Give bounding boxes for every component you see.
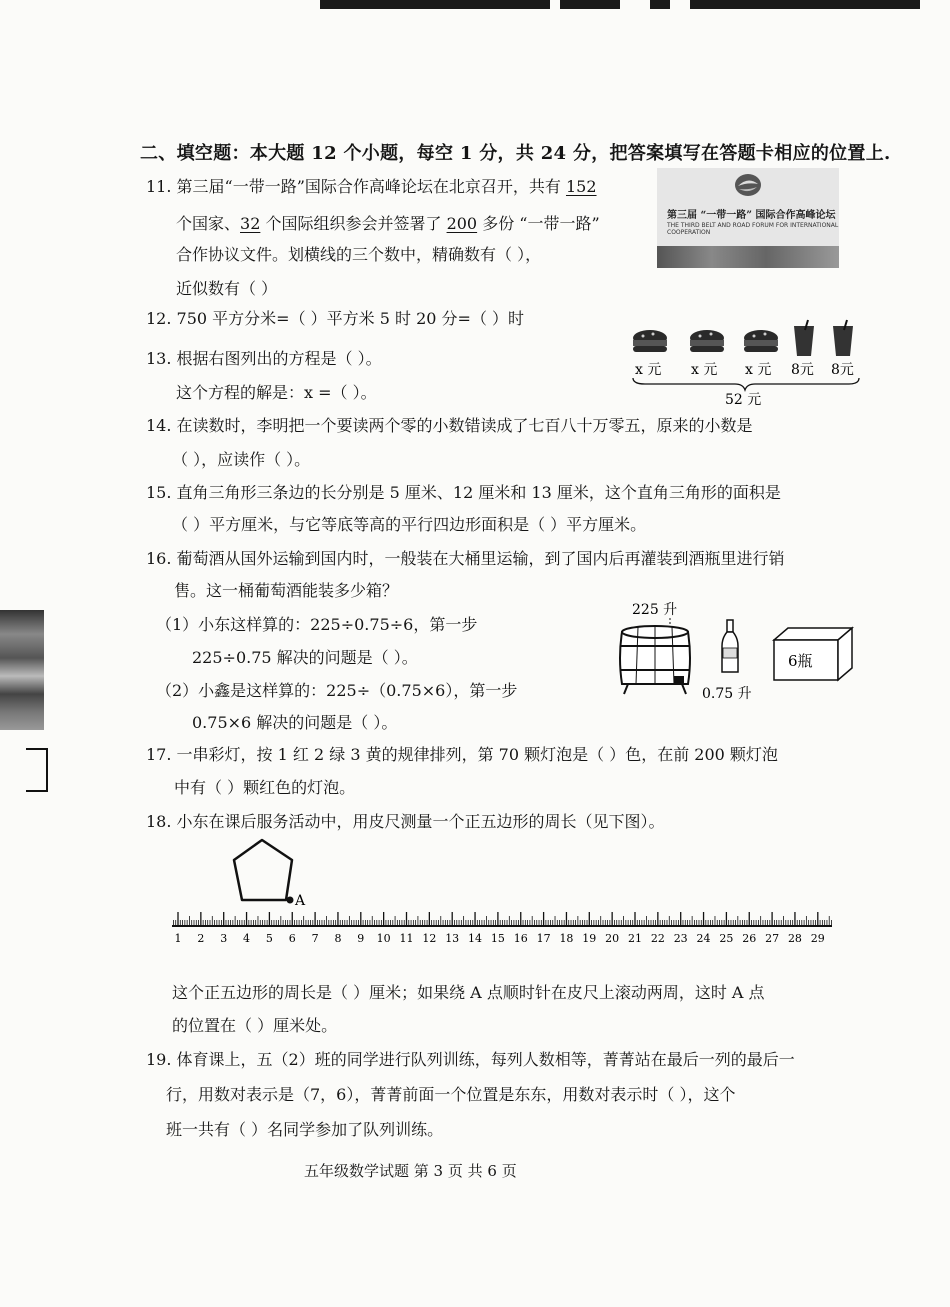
- ruler-number: 1: [174, 932, 182, 945]
- number-200: 200: [446, 214, 478, 233]
- question-18-line-3: 的位置在（ ）厘米处。: [172, 1016, 338, 1035]
- q13-figure: [625, 318, 870, 408]
- scan-side-bracket: [26, 748, 48, 792]
- ruler-number: 3: [220, 932, 228, 945]
- question-17-line-1: 17. 一串彩灯，按 1 红 2 绿 3 黄的规律排列，第 70 颗灯泡是（ ）色，在前 200 颗灯泡: [146, 745, 778, 764]
- question-12: 12. 750 平方分米=（ ）平方米 5 时 20 分=（ ）时: [146, 309, 525, 328]
- number-32: 32: [240, 214, 261, 233]
- ruler-number: 14: [468, 932, 483, 945]
- question-14-line-1: 14. 在读数时，李明把一个要读两个零的小数错读成了七百八十万零五，原来的小数是: [146, 416, 753, 435]
- question-16-line-1: 16. 葡萄酒从国外运输到国内时，一般装在大桶里运输，到了国内后再灌装到酒瓶里进行销: [146, 549, 785, 568]
- forum-photo-title: 第三届 “一带一路” 国际合作高峰论坛: [667, 210, 836, 221]
- total-label: 52 元: [725, 392, 762, 408]
- scan-side-artifact: [0, 610, 44, 730]
- barrel-label: 225 升: [632, 602, 678, 618]
- question-15-line-2: （ ）平方厘米，与它等底等高的平行四边形面积是（ ）平方厘米。: [172, 515, 647, 534]
- ruler-number: 26: [742, 932, 757, 945]
- burger-icon: [744, 330, 778, 352]
- question-11-line-3: 合作协议文件。划横线的三个数中，精确数有（ ），: [176, 245, 542, 264]
- q16-figure: [610, 596, 860, 706]
- tape-measure-ruler: [168, 898, 838, 950]
- question-19-line-2: 行，用数对表示是（7，6），菁菁前面一个位置是东东，用数对表示时（ ），这个: [166, 1085, 736, 1104]
- ruler-number: 6: [288, 932, 296, 945]
- section-title: 二、填空题：本大题 12 个小题，每空 1 分，共 24 分，把答案填写在答题卡相应的位置上.: [140, 143, 891, 164]
- price-label: 8元: [791, 362, 814, 378]
- ruler-number: 12: [422, 932, 437, 945]
- question-11-line-1: 11. 第三届“一带一路”国际合作高峰论坛在北京召开，共有 152: [146, 177, 597, 196]
- question-16-part-1-line-1: （1）小东这样算的：225÷0.75÷6，第一步: [156, 615, 478, 634]
- question-16-line-2: 售。这一桶葡萄酒能装多少箱？: [174, 581, 399, 600]
- ruler-number: 16: [513, 932, 528, 945]
- ruler-number: 17: [536, 932, 551, 945]
- bottle-label: 0.75 升: [702, 686, 752, 702]
- ruler-number: 27: [765, 932, 780, 945]
- drink-cup-icon: [794, 320, 814, 356]
- ruler-number: 22: [650, 932, 665, 945]
- burger-icon: [690, 330, 724, 352]
- ruler-number: 15: [490, 932, 505, 945]
- ruler-number: 29: [810, 932, 825, 945]
- point-a-label: A: [295, 893, 306, 908]
- ruler-number: 9: [357, 932, 365, 945]
- forum-photo-subtitle: THE THIRD BELT AND ROAD FORUM FOR INTERNATIONAL COOPERATION: [667, 222, 839, 236]
- question-16-part-2-line-1: （2）小鑫是这样算的：225÷（0.75×6），第一步: [156, 681, 518, 700]
- ruler-number: 5: [265, 932, 273, 945]
- question-19-line-3: 班一共有（ ）名同学参加了队列训练。: [166, 1120, 444, 1139]
- scan-edge-artifact: [300, 0, 920, 10]
- question-11-line-2: 个国家、32 个国际组织参会并签署了 200 多份 “一带一路”: [176, 214, 600, 233]
- question-16-part-1-line-2: 225÷0.75 解决的问题是（ ）。: [192, 648, 418, 667]
- question-15-line-1: 15. 直角三角形三条边的长分别是 5 厘米、12 厘米和 13 厘米，这个直角三角形的面积是: [146, 483, 781, 502]
- forum-photo: [657, 168, 839, 268]
- question-18-line-1: 18. 小东在课后服务活动中，用皮尺测量一个正五边形的周长（见下图）。: [146, 812, 665, 831]
- ruler-number: 11: [399, 932, 414, 945]
- ruler-number: 23: [673, 932, 688, 945]
- ruler-number: 28: [787, 932, 802, 945]
- question-14-line-2: （ ），应读作（ ）。: [172, 450, 311, 469]
- question-18-line-2: 这个正五边形的周长是（ ）厘米；如果绕 A 点顺时针在皮尺上滚动两周，这时 A 点: [172, 983, 765, 1002]
- ruler-number: 13: [445, 932, 460, 945]
- ruler-number: 24: [696, 932, 711, 945]
- price-label: x 元: [635, 362, 662, 378]
- page-footer: 五年级数学试题 第 3 页 共 6 页: [304, 1162, 517, 1180]
- ruler-number: 8: [334, 932, 342, 945]
- number-152: 152: [565, 177, 597, 196]
- box-icon: [774, 628, 852, 680]
- price-label: x 元: [745, 362, 772, 378]
- question-19-line-1: 19. 体育课上，五（2）班的同学进行队列训练，每列人数相等，菁菁站在最后一列的最后一: [146, 1050, 795, 1069]
- forum-logo-icon: [733, 172, 763, 198]
- ruler-number: 2: [197, 932, 205, 945]
- wine-bottle-icon: [722, 620, 738, 672]
- ruler-number: 4: [243, 932, 251, 945]
- ruler-number: 18: [559, 932, 574, 945]
- question-13-line-1: 13. 根据右图列出的方程是（ ）。: [146, 349, 382, 368]
- ruler-number: 19: [582, 932, 597, 945]
- ruler-number: 21: [628, 932, 642, 945]
- price-label: 8元: [831, 362, 854, 378]
- box-label: 6瓶: [788, 652, 813, 670]
- ruler-number: 10: [376, 932, 391, 945]
- question-13-line-2: 这个方程的解是：x =（ ）。: [176, 383, 377, 402]
- question-16-part-2-line-2: 0.75×6 解决的问题是（ ）。: [192, 713, 398, 732]
- question-11-line-4: 近似数有（ ）: [176, 279, 278, 298]
- question-17-line-2: 中有（ ）颗红色的灯泡。: [174, 778, 356, 797]
- burger-icon: [633, 330, 667, 352]
- photo-band: [657, 246, 839, 268]
- ruler-number: 7: [311, 932, 319, 945]
- drink-cup-icon: [833, 320, 853, 356]
- total-brace: [633, 378, 859, 390]
- wine-barrel-icon: [620, 626, 690, 694]
- price-label: x 元: [691, 362, 718, 378]
- ruler-number: 25: [719, 932, 734, 945]
- ruler-number: 20: [605, 932, 620, 945]
